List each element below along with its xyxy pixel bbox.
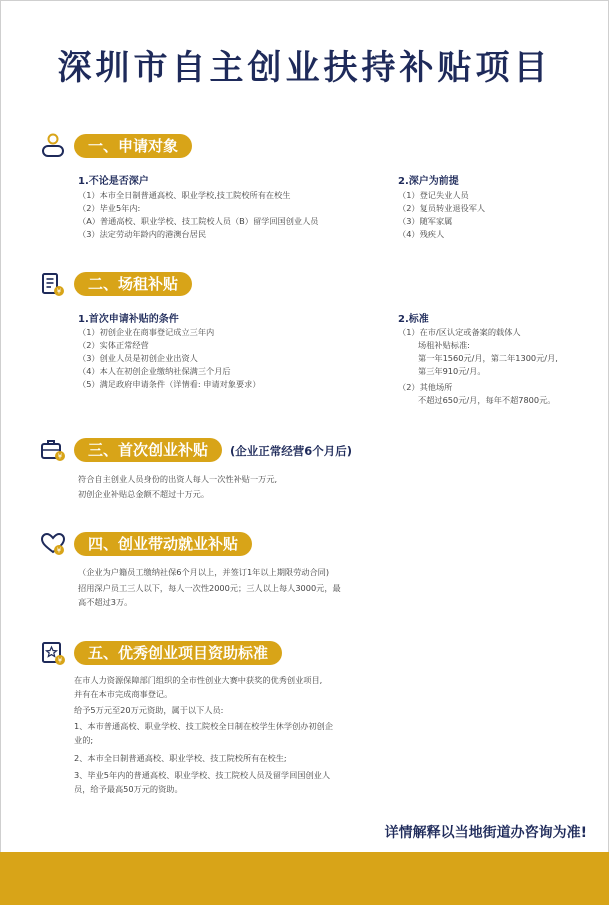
section-1-col1-item: （3）法定劳动年龄内的港澳台居民 (78, 229, 207, 239)
section-5-line: 业的; (74, 735, 94, 745)
section-2-col2-item: （2）其他场所 (398, 382, 453, 392)
section-5-line: 给予5万元至20万元资助，属于以下人员: (74, 705, 224, 715)
section-1-col1-item: （A）普通高校、职业学校、技工院校人员（B）留学回国创业人员 (78, 216, 319, 226)
section-3-line: 符合自主创业人员身份的出资人每人一次性补贴一万元, (78, 474, 278, 484)
section-1-col2-item: （2）复员转业退役军人 (398, 203, 486, 213)
section-1-col2-item: （4）残疾人 (398, 229, 445, 239)
section-5-label: 五、优秀创业项目资助标准 (74, 641, 282, 665)
section-4-line: （企业为户籍员工缴纳社保6个月以上，并签订1年以上期限劳动合同) (78, 567, 330, 577)
section-5-line: 员，给予最高50万元的资助。 (74, 784, 183, 794)
section-2-col2-item: 场租补贴标准: (418, 340, 470, 350)
section-1-col1-item: （2）毕业5年内: (78, 203, 141, 213)
document-coin-icon (40, 272, 66, 298)
section-4-label: 四、创业带动就业补贴 (74, 532, 252, 556)
section-3-note: (企业正常经营6个月后) (230, 444, 353, 458)
section-2-col1-item: （1）初创企业在商事登记成立三年内 (78, 327, 215, 337)
section-2-col2-item: 不超过650元/月，每年不超7800元。 (418, 395, 556, 405)
section-2-col1-item: （4）本人在初创企业缴纳社保满三个月后 (78, 366, 231, 376)
svg-text:¥: ¥ (57, 656, 63, 665)
svg-text:¥: ¥ (56, 287, 62, 296)
section-1-label: 一、申请对象 (74, 134, 192, 158)
heart-hands-icon (40, 531, 66, 557)
footer-note: 详情解释以当地街道办咨询为准! (384, 825, 587, 841)
section-2-col2-item: 第一年1560元/月，第二年1300元/月, (418, 353, 558, 363)
section-5-line: 并有在本市完成商事登记。 (74, 689, 173, 699)
section-1-col2-item: （1）登记失业人员 (398, 190, 469, 200)
section-2-col1-item: （5）满足政府申请条件（详情看: 申请对象要求） (78, 379, 261, 389)
page-title: 深圳市自主创业扶持补贴项目 (57, 48, 552, 88)
section-2-label: 二、场租补贴 (74, 272, 192, 296)
section-4-line: 高不超过3万。 (78, 597, 133, 607)
section-2-col1-heading: 1.首次申请补贴的条件 (78, 314, 179, 325)
person-icon (40, 133, 66, 159)
certificate-star-icon (40, 640, 66, 666)
section-1-col1-heading: 1.不论是否深户 (78, 176, 149, 187)
section-3-line: 初创企业补贴总金额不超过十万元。 (78, 489, 210, 499)
briefcase-coin-icon (40, 437, 66, 463)
section-2-col2-item: 第三年910元/月。 (418, 366, 486, 376)
section-2-col2-heading: 2.标准 (398, 314, 429, 325)
section-5-line: 1、本市普通高校、职业学校、技工院校全日制在校学生休学创办初创企 (74, 721, 334, 731)
section-4-line: 招用深户员工三人以下，每人一次性2000元；三人以上每人3000元，最 (78, 583, 341, 593)
section-1-col2-item: （3）随军家属 (398, 216, 453, 226)
section-5-line: 2、本市全日制普通高校、职业学校、技工院校所有在校生; (74, 753, 287, 763)
section-2-col1-item: （2）实体正常经营 (78, 340, 149, 350)
section-2-col1-item: （3）创业人员是初创企业出资人 (78, 353, 198, 363)
section-1-col2-heading: 2.深户为前提 (398, 176, 459, 187)
footer-band (0, 852, 609, 905)
section-5-line: 3、毕业5年内的普通高校、职业学校、技工院校人员及留学回国创业人 (74, 770, 331, 780)
svg-text:¥: ¥ (56, 546, 62, 555)
section-1-col1-item: （1）本市全日制普通高校、职业学校,技工院校所有在校生 (78, 190, 291, 200)
section-5-line: 在市人力资源保障部门组织的全市性创业大赛中获奖的优秀创业项目, (74, 675, 323, 685)
section-2-col2-item: （1）在市/区认定或备案的载体人 (398, 327, 521, 337)
section-3-label: 三、首次创业补贴 (74, 438, 222, 462)
svg-text:¥: ¥ (57, 452, 63, 461)
